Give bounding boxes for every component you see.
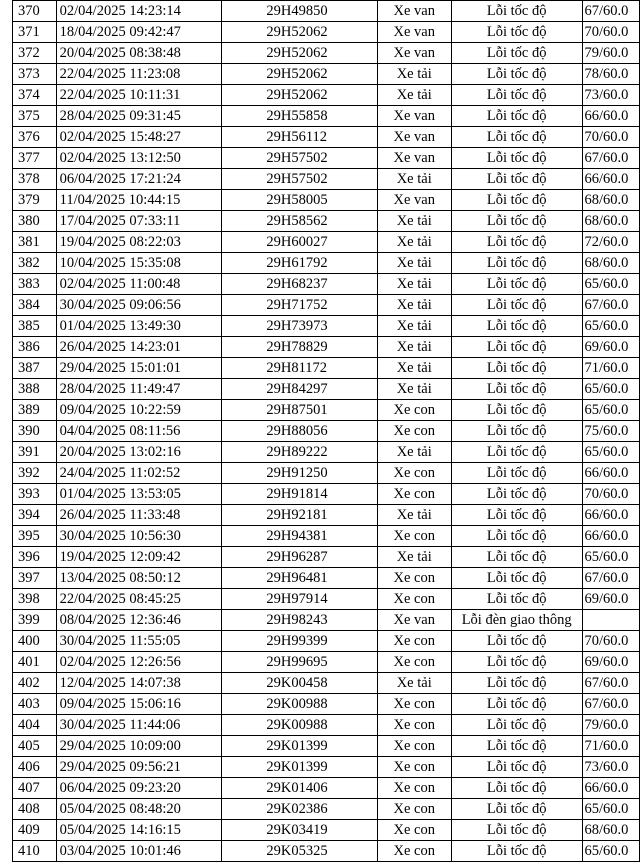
vehicle-type-cell: Xe con: [377, 568, 451, 589]
violation-type-cell: Lỗi tốc độ: [451, 400, 582, 421]
license-plate-cell: 29H49850: [222, 1, 377, 22]
recorded-speed-cell: 71/60.0: [582, 358, 640, 379]
table-row: [13, 169, 640, 190]
row-number-cell: 387: [13, 358, 57, 379]
violation-time-cell: 29/04/2025 10:09:00: [56, 736, 222, 757]
violation-type-cell: Lỗi tốc độ: [451, 799, 582, 820]
row-number-cell: 376: [13, 127, 57, 148]
recorded-speed-cell: 70/60.0: [582, 22, 640, 43]
table-row: [13, 673, 640, 694]
vehicle-type-cell: Xe tải: [377, 505, 451, 526]
license-plate-cell: 29K01399: [222, 757, 377, 778]
table-row: [13, 799, 640, 820]
violation-type-cell: Lỗi tốc độ: [451, 211, 582, 232]
table-row: [13, 589, 640, 610]
table-row: [13, 379, 640, 400]
license-plate-cell: 29H94381: [222, 526, 377, 547]
violation-type-cell: Lỗi tốc độ: [451, 631, 582, 652]
recorded-speed-cell: 73/60.0: [582, 85, 640, 106]
violation-time-cell: 17/04/2025 07:33:11: [56, 211, 222, 232]
violation-time-cell: 05/04/2025 08:48:20: [56, 799, 222, 820]
recorded-speed-cell: 66/60.0: [582, 106, 640, 127]
vehicle-type-cell: Xe con: [377, 652, 451, 673]
row-number-cell: 382: [13, 253, 57, 274]
violation-time-cell: 06/04/2025 09:23:20: [56, 778, 222, 799]
violation-time-cell: 20/04/2025 08:38:48: [56, 43, 222, 64]
license-plate-cell: 29H61792: [222, 253, 377, 274]
recorded-speed-cell: 72/60.0: [582, 232, 640, 253]
table-row: [13, 841, 640, 862]
license-plate-cell: 29H97914: [222, 589, 377, 610]
row-number-cell: 389: [13, 400, 57, 421]
license-plate-cell: 29K01406: [222, 778, 377, 799]
recorded-speed-cell: 66/60.0: [582, 169, 640, 190]
row-number-cell: 409: [13, 820, 57, 841]
table-row: [13, 484, 640, 505]
violation-time-cell: 09/04/2025 15:06:16: [56, 694, 222, 715]
violation-time-cell: 10/04/2025 15:35:08: [56, 253, 222, 274]
violation-time-cell: 08/04/2025 12:36:46: [56, 610, 222, 631]
vehicle-type-cell: Xe con: [377, 778, 451, 799]
table-row: [13, 127, 640, 148]
row-number-cell: 390: [13, 421, 57, 442]
row-number-cell: 370: [13, 1, 57, 22]
recorded-speed-cell: 71/60.0: [582, 736, 640, 757]
vehicle-type-cell: Xe tải: [377, 253, 451, 274]
license-plate-cell: 29H78829: [222, 337, 377, 358]
vehicle-type-cell: Xe tải: [377, 442, 451, 463]
recorded-speed-cell: 70/60.0: [582, 631, 640, 652]
violation-time-cell: 28/04/2025 11:49:47: [56, 379, 222, 400]
vehicle-type-cell: Xe con: [377, 421, 451, 442]
license-plate-cell: 29H91814: [222, 484, 377, 505]
violation-time-cell: 30/04/2025 11:44:06: [56, 715, 222, 736]
vehicle-type-cell: Xe con: [377, 757, 451, 778]
violation-type-cell: Lỗi tốc độ: [451, 253, 582, 274]
license-plate-cell: 29H96481: [222, 568, 377, 589]
recorded-speed-cell: 69/60.0: [582, 652, 640, 673]
violation-time-cell: 12/04/2025 14:07:38: [56, 673, 222, 694]
license-plate-cell: 29H55858: [222, 106, 377, 127]
row-number-cell: 388: [13, 379, 57, 400]
recorded-speed-cell: 66/60.0: [582, 463, 640, 484]
table-row: [13, 547, 640, 568]
recorded-speed-cell: 70/60.0: [582, 484, 640, 505]
table-row: [13, 505, 640, 526]
recorded-speed-cell: 66/60.0: [582, 778, 640, 799]
row-number-cell: 385: [13, 316, 57, 337]
vehicle-type-cell: Xe tải: [377, 64, 451, 85]
recorded-speed-cell: 68/60.0: [582, 820, 640, 841]
violation-time-cell: 05/04/2025 14:16:15: [56, 820, 222, 841]
license-plate-cell: 29H98243: [222, 610, 377, 631]
license-plate-cell: 29K03419: [222, 820, 377, 841]
vehicle-type-cell: Xe van: [377, 148, 451, 169]
violation-time-cell: 19/04/2025 08:22:03: [56, 232, 222, 253]
table-row: [13, 148, 640, 169]
vehicle-type-cell: Xe tải: [377, 358, 451, 379]
row-number-cell: 403: [13, 694, 57, 715]
recorded-speed-cell: 65/60.0: [582, 799, 640, 820]
violation-time-cell: 02/04/2025 13:12:50: [56, 148, 222, 169]
violation-type-cell: Lỗi tốc độ: [451, 358, 582, 379]
license-plate-cell: 29H71752: [222, 295, 377, 316]
recorded-speed-cell: 68/60.0: [582, 211, 640, 232]
vehicle-type-cell: Xe tải: [377, 337, 451, 358]
recorded-speed-cell: 65/60.0: [582, 442, 640, 463]
vehicle-type-cell: Xe con: [377, 400, 451, 421]
recorded-speed-cell: 67/60.0: [582, 673, 640, 694]
recorded-speed-cell: 67/60.0: [582, 295, 640, 316]
violation-type-cell: Lỗi tốc độ: [451, 547, 582, 568]
violation-type-cell: Lỗi tốc độ: [451, 169, 582, 190]
violation-time-cell: 02/04/2025 14:23:14: [56, 1, 222, 22]
vehicle-type-cell: Xe tải: [377, 673, 451, 694]
table-row: [13, 106, 640, 127]
recorded-speed-cell: 78/60.0: [582, 64, 640, 85]
violation-time-cell: 22/04/2025 11:23:08: [56, 64, 222, 85]
violations-table: [12, 0, 640, 862]
row-number-cell: 377: [13, 148, 57, 169]
violation-type-cell: Lỗi tốc độ: [451, 232, 582, 253]
vehicle-type-cell: Xe tải: [377, 232, 451, 253]
row-number-cell: 373: [13, 64, 57, 85]
license-plate-cell: 29H89222: [222, 442, 377, 463]
license-plate-cell: 29H99399: [222, 631, 377, 652]
license-plate-cell: 29H81172: [222, 358, 377, 379]
row-number-cell: 384: [13, 295, 57, 316]
vehicle-type-cell: Xe van: [377, 22, 451, 43]
license-plate-cell: 29H96287: [222, 547, 377, 568]
row-number-cell: 375: [13, 106, 57, 127]
violation-time-cell: 20/04/2025 13:02:16: [56, 442, 222, 463]
table-row: [13, 274, 640, 295]
recorded-speed-cell: 67/60.0: [582, 1, 640, 22]
recorded-speed-cell: 70/60.0: [582, 127, 640, 148]
license-plate-cell: 29H58562: [222, 211, 377, 232]
license-plate-cell: 29H68237: [222, 274, 377, 295]
violation-time-cell: 18/04/2025 09:42:47: [56, 22, 222, 43]
violation-type-cell: Lỗi tốc độ: [451, 190, 582, 211]
table-row: [13, 652, 640, 673]
vehicle-type-cell: Xe van: [377, 106, 451, 127]
table-row: [13, 463, 640, 484]
vehicle-type-cell: Xe con: [377, 841, 451, 862]
vehicle-type-cell: Xe con: [377, 484, 451, 505]
violation-type-cell: Lỗi tốc độ: [451, 22, 582, 43]
violation-type-cell: Lỗi tốc độ: [451, 337, 582, 358]
violation-time-cell: 13/04/2025 08:50:12: [56, 568, 222, 589]
table-row: [13, 85, 640, 106]
license-plate-cell: 29K05325: [222, 841, 377, 862]
violation-type-cell: Lỗi tốc độ: [451, 736, 582, 757]
license-plate-cell: 29H52062: [222, 43, 377, 64]
violation-time-cell: 11/04/2025 10:44:15: [56, 190, 222, 211]
vehicle-type-cell: Xe con: [377, 631, 451, 652]
row-number-cell: 410: [13, 841, 57, 862]
vehicle-type-cell: Xe con: [377, 463, 451, 484]
license-plate-cell: 29H57502: [222, 148, 377, 169]
table-row: [13, 694, 640, 715]
recorded-speed-cell: [582, 610, 640, 631]
recorded-speed-cell: 65/60.0: [582, 274, 640, 295]
violation-time-cell: 28/04/2025 09:31:45: [56, 106, 222, 127]
violation-time-cell: 24/04/2025 11:02:52: [56, 463, 222, 484]
row-number-cell: 381: [13, 232, 57, 253]
row-number-cell: 399: [13, 610, 57, 631]
violation-type-cell: Lỗi tốc độ: [451, 505, 582, 526]
license-plate-cell: 29H52062: [222, 85, 377, 106]
violation-type-cell: Lỗi tốc độ: [451, 64, 582, 85]
violation-type-cell: Lỗi tốc độ: [451, 274, 582, 295]
recorded-speed-cell: 65/60.0: [582, 400, 640, 421]
row-number-cell: 386: [13, 337, 57, 358]
violation-type-cell: Lỗi tốc độ: [451, 295, 582, 316]
recorded-speed-cell: 75/60.0: [582, 421, 640, 442]
row-number-cell: 380: [13, 211, 57, 232]
license-plate-cell: 29H73973: [222, 316, 377, 337]
recorded-speed-cell: 65/60.0: [582, 841, 640, 862]
violation-time-cell: 02/04/2025 11:00:48: [56, 274, 222, 295]
row-number-cell: 393: [13, 484, 57, 505]
recorded-speed-cell: 69/60.0: [582, 337, 640, 358]
table-row: [13, 337, 640, 358]
violation-time-cell: 22/04/2025 08:45:25: [56, 589, 222, 610]
row-number-cell: 374: [13, 85, 57, 106]
vehicle-type-cell: Xe tải: [377, 274, 451, 295]
license-plate-cell: 29K01399: [222, 736, 377, 757]
violation-time-cell: 29/04/2025 09:56:21: [56, 757, 222, 778]
vehicle-type-cell: Xe tải: [377, 295, 451, 316]
row-number-cell: 394: [13, 505, 57, 526]
row-number-cell: 401: [13, 652, 57, 673]
violation-type-cell: Lỗi tốc độ: [451, 694, 582, 715]
license-plate-cell: 29H92181: [222, 505, 377, 526]
table-row: [13, 631, 640, 652]
license-plate-cell: 29H87501: [222, 400, 377, 421]
row-number-cell: 379: [13, 190, 57, 211]
vehicle-type-cell: Xe tải: [377, 169, 451, 190]
row-number-cell: 383: [13, 274, 57, 295]
row-number-cell: 392: [13, 463, 57, 484]
table-row: [13, 232, 640, 253]
violation-time-cell: 30/04/2025 09:06:56: [56, 295, 222, 316]
violations-table-body: [13, 1, 640, 862]
row-number-cell: 398: [13, 589, 57, 610]
vehicle-type-cell: Xe con: [377, 820, 451, 841]
row-number-cell: 404: [13, 715, 57, 736]
violation-time-cell: 19/04/2025 12:09:42: [56, 547, 222, 568]
violation-type-cell: Lỗi tốc độ: [451, 1, 582, 22]
row-number-cell: 372: [13, 43, 57, 64]
vehicle-type-cell: Xe tải: [377, 379, 451, 400]
violation-type-cell: Lỗi tốc độ: [451, 820, 582, 841]
vehicle-type-cell: Xe con: [377, 589, 451, 610]
table-row: [13, 400, 640, 421]
recorded-speed-cell: 65/60.0: [582, 547, 640, 568]
violation-time-cell: 01/04/2025 13:49:30: [56, 316, 222, 337]
row-number-cell: 406: [13, 757, 57, 778]
recorded-speed-cell: 67/60.0: [582, 694, 640, 715]
violation-type-cell: Lỗi tốc độ: [451, 106, 582, 127]
vehicle-type-cell: Xe van: [377, 127, 451, 148]
table-row: [13, 253, 640, 274]
table-row: [13, 22, 640, 43]
license-plate-cell: 29H91250: [222, 463, 377, 484]
recorded-speed-cell: 69/60.0: [582, 589, 640, 610]
violation-type-cell: Lỗi tốc độ: [451, 568, 582, 589]
table-row: [13, 526, 640, 547]
table-row: [13, 316, 640, 337]
vehicle-type-cell: Xe tải: [377, 547, 451, 568]
table-row: [13, 610, 640, 631]
recorded-speed-cell: 67/60.0: [582, 148, 640, 169]
vehicle-type-cell: Xe con: [377, 694, 451, 715]
table-row: [13, 211, 640, 232]
violation-time-cell: 29/04/2025 15:01:01: [56, 358, 222, 379]
table-row: [13, 1, 640, 22]
vehicle-type-cell: Xe van: [377, 190, 451, 211]
violation-type-cell: Lỗi tốc độ: [451, 85, 582, 106]
recorded-speed-cell: 79/60.0: [582, 715, 640, 736]
recorded-speed-cell: 67/60.0: [582, 568, 640, 589]
table-row: [13, 421, 640, 442]
vehicle-type-cell: Xe tải: [377, 85, 451, 106]
license-plate-cell: 29K00988: [222, 715, 377, 736]
violation-time-cell: 30/04/2025 11:55:05: [56, 631, 222, 652]
recorded-speed-cell: 73/60.0: [582, 757, 640, 778]
row-number-cell: 407: [13, 778, 57, 799]
license-plate-cell: 29H57502: [222, 169, 377, 190]
license-plate-cell: 29H60027: [222, 232, 377, 253]
recorded-speed-cell: 66/60.0: [582, 505, 640, 526]
violation-type-cell: Lỗi tốc độ: [451, 484, 582, 505]
license-plate-cell: 29H52062: [222, 22, 377, 43]
table-row: [13, 757, 640, 778]
row-number-cell: 371: [13, 22, 57, 43]
violation-time-cell: 03/04/2025 10:01:46: [56, 841, 222, 862]
violation-type-cell: Lỗi đèn giao thông: [451, 610, 582, 631]
recorded-speed-cell: 68/60.0: [582, 253, 640, 274]
violation-time-cell: 09/04/2025 10:22:59: [56, 400, 222, 421]
vehicle-type-cell: Xe tải: [377, 211, 451, 232]
license-plate-cell: 29H58005: [222, 190, 377, 211]
table-row: [13, 715, 640, 736]
vehicle-type-cell: Xe con: [377, 715, 451, 736]
violation-time-cell: 22/04/2025 10:11:31: [56, 85, 222, 106]
violation-time-cell: 01/04/2025 13:53:05: [56, 484, 222, 505]
table-row: [13, 736, 640, 757]
table-row: [13, 64, 640, 85]
recorded-speed-cell: 68/60.0: [582, 190, 640, 211]
table-row: [13, 190, 640, 211]
recorded-speed-cell: 79/60.0: [582, 43, 640, 64]
vehicle-type-cell: Xe con: [377, 736, 451, 757]
row-number-cell: 378: [13, 169, 57, 190]
recorded-speed-cell: 65/60.0: [582, 379, 640, 400]
table-row: [13, 43, 640, 64]
table-row: [13, 358, 640, 379]
violation-type-cell: Lỗi tốc độ: [451, 652, 582, 673]
vehicle-type-cell: Xe van: [377, 610, 451, 631]
violation-type-cell: Lỗi tốc độ: [451, 841, 582, 862]
violation-type-cell: Lỗi tốc độ: [451, 148, 582, 169]
row-number-cell: 391: [13, 442, 57, 463]
violation-time-cell: 30/04/2025 10:56:30: [56, 526, 222, 547]
row-number-cell: 402: [13, 673, 57, 694]
violation-time-cell: 02/04/2025 15:48:27: [56, 127, 222, 148]
violation-type-cell: Lỗi tốc độ: [451, 589, 582, 610]
license-plate-cell: 29K02386: [222, 799, 377, 820]
violation-time-cell: 06/04/2025 17:21:24: [56, 169, 222, 190]
violation-type-cell: Lỗi tốc độ: [451, 715, 582, 736]
vehicle-type-cell: Xe tải: [377, 316, 451, 337]
license-plate-cell: 29H99695: [222, 652, 377, 673]
table-row: [13, 568, 640, 589]
license-plate-cell: 29H84297: [222, 379, 377, 400]
row-number-cell: 395: [13, 526, 57, 547]
violation-type-cell: Lỗi tốc độ: [451, 421, 582, 442]
violation-type-cell: Lỗi tốc độ: [451, 442, 582, 463]
table-row: [13, 295, 640, 316]
violation-type-cell: Lỗi tốc độ: [451, 757, 582, 778]
violation-type-cell: Lỗi tốc độ: [451, 673, 582, 694]
license-plate-cell: 29K00458: [222, 673, 377, 694]
violation-time-cell: 26/04/2025 14:23:01: [56, 337, 222, 358]
row-number-cell: 408: [13, 799, 57, 820]
vehicle-type-cell: Xe van: [377, 1, 451, 22]
row-number-cell: 400: [13, 631, 57, 652]
license-plate-cell: 29K00988: [222, 694, 377, 715]
table-row: [13, 820, 640, 841]
violation-time-cell: 04/04/2025 08:11:56: [56, 421, 222, 442]
license-plate-cell: 29H56112: [222, 127, 377, 148]
license-plate-cell: 29H52062: [222, 64, 377, 85]
violation-time-cell: 02/04/2025 12:26:56: [56, 652, 222, 673]
license-plate-cell: 29H88056: [222, 421, 377, 442]
row-number-cell: 405: [13, 736, 57, 757]
violation-type-cell: Lỗi tốc độ: [451, 463, 582, 484]
vehicle-type-cell: Xe con: [377, 799, 451, 820]
violation-type-cell: Lỗi tốc độ: [451, 127, 582, 148]
vehicle-type-cell: Xe van: [377, 43, 451, 64]
row-number-cell: 397: [13, 568, 57, 589]
recorded-speed-cell: 65/60.0: [582, 316, 640, 337]
violation-type-cell: Lỗi tốc độ: [451, 43, 582, 64]
recorded-speed-cell: 66/60.0: [582, 526, 640, 547]
vehicle-type-cell: Xe con: [377, 526, 451, 547]
violation-type-cell: Lỗi tốc độ: [451, 316, 582, 337]
table-row: [13, 778, 640, 799]
violation-type-cell: Lỗi tốc độ: [451, 379, 582, 400]
row-number-cell: 396: [13, 547, 57, 568]
table-row: [13, 442, 640, 463]
violation-type-cell: Lỗi tốc độ: [451, 526, 582, 547]
violation-time-cell: 26/04/2025 11:33:48: [56, 505, 222, 526]
violation-type-cell: Lỗi tốc độ: [451, 778, 582, 799]
